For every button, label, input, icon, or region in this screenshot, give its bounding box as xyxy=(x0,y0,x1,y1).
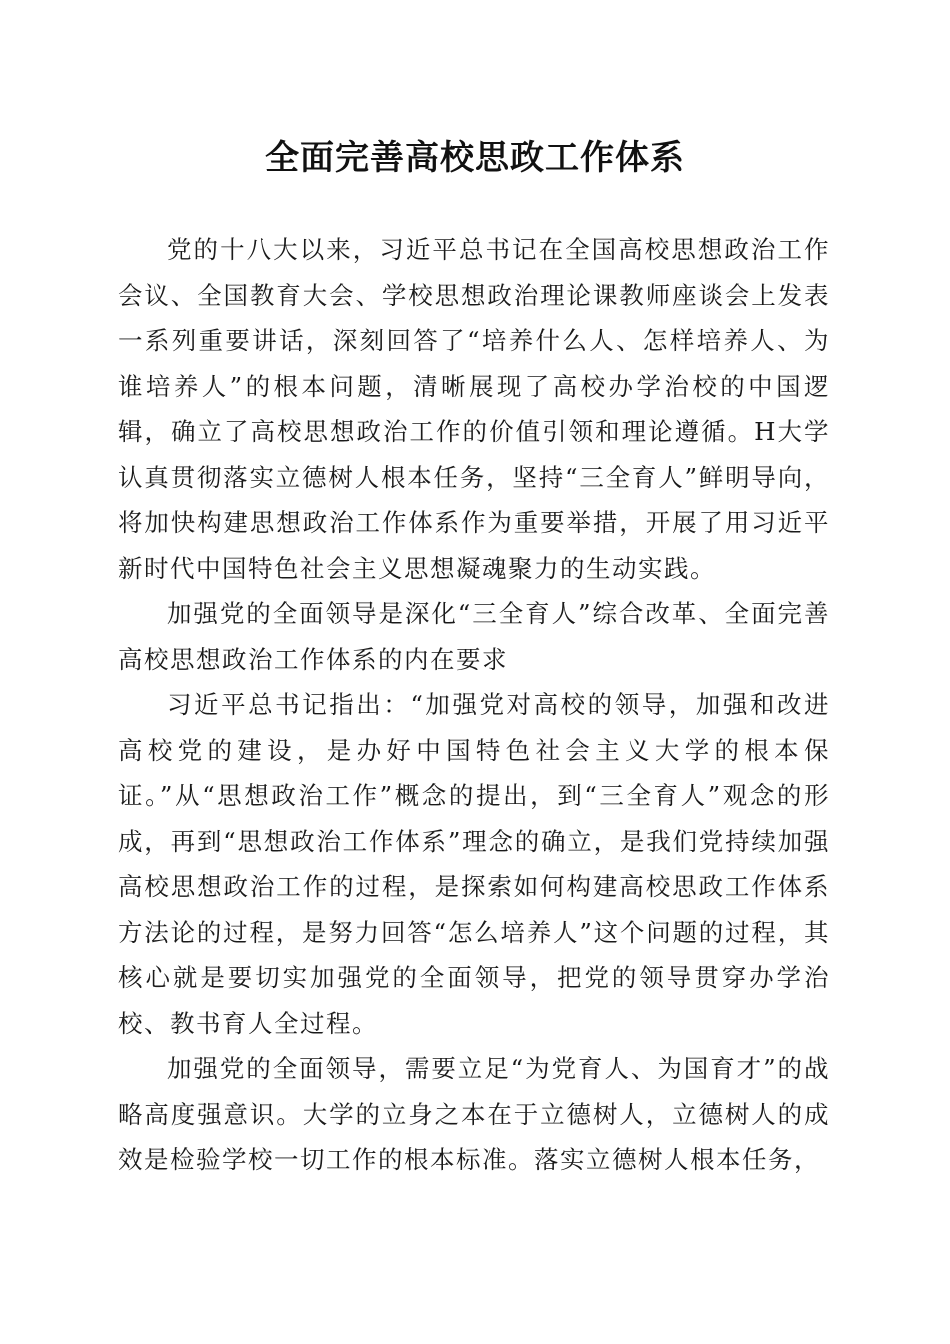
document-title: 全面完善高校思政工作体系 xyxy=(265,138,685,178)
paragraph-section-heading: 加强党的全面领导是深化“三全育人”综合改革、全面完善高校思想政治工作体系的内在要求 xyxy=(118,599,830,674)
paragraph-quote: 习近平总书记指出：“加强党对高校的领导，加强和改进高校党的建设，是办好中国特色社会主义大学的根本保证。”从“思想政治工作”概念的提出，到“三全育人”观念的形成，再到“思想政治工作体系”理念的确立，是我们党持续加强高校思想政治工作的过程，是探索如何构建高校思政工作体系方法论的过程，是努力回答“怎么培养人”这个问题的过程，其核心就是要切实加强党的全面领导，把党的领导贯穿办学治校、教书育人全过程。 xyxy=(118,690,830,1038)
paragraph-leadership: 加强党的全面领导，需要立足“为党育人、为国育才”的战略高度强意识。大学的立身之本在于立德树人，立德树人的成效是检验学校一切工作的根本标准。落实立德树人根本任务， xyxy=(118,1054,830,1174)
document-body xyxy=(118,227,830,1183)
paragraph-intro: 党的十八大以来，习近平总书记在全国高校思想政治工作会议、全国教育大会、学校思想政治理论课教师座谈会上发表一系列重要讲话，深刻回答了“培养什么人、怎样培养人、为谁培养人”的根本问题，清晰展现了高校办学治校的中国逻辑，确立了高校思想政治工作的价值引领和理论遵循。H大学认真贯彻落实立德树人根本任务，坚持“三全育人”鲜明导向，将加快构建思想政治工作体系作为重要举措，开展了用习近平新时代中国特色社会主义思想凝魂聚力的生动实践。 xyxy=(118,235,830,583)
